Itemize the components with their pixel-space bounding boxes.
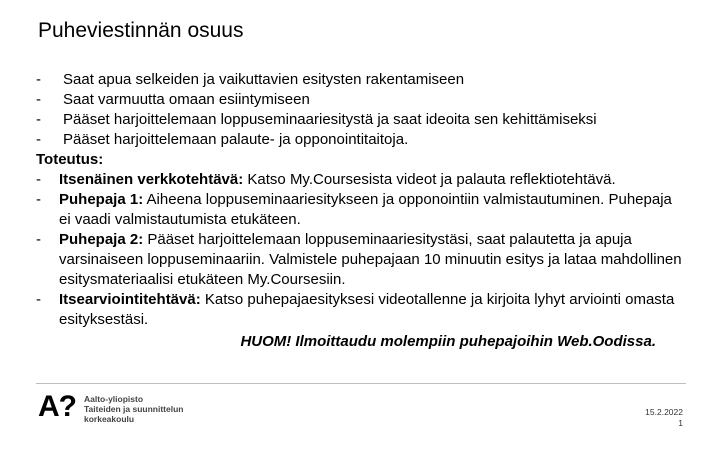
toteutus-description: Katso puhepajaesityksesi videotallenne ja kirjoita lyhyt arviointi omasta esityksestäsi. <box>59 291 675 328</box>
aalto-logo <box>38 392 184 424</box>
bullet-item <box>36 70 686 90</box>
bullet-dash: - <box>36 231 41 248</box>
toteutus-item <box>36 170 686 190</box>
toteutus-text <box>59 290 686 330</box>
toteutus-text <box>59 170 686 190</box>
logo-line: Aalto-yliopisto <box>84 394 144 404</box>
bullet-dash: - <box>36 91 41 108</box>
bullet-text: Saat varmuutta omaan esiintymiseen <box>63 91 310 108</box>
registration-note: HUOM! Ilmoittaudu molempiin puhepajoihin Web.Oodissa. <box>240 333 656 350</box>
toteutus-description: Aiheena loppuseminaariesitykseen ja opponointiin valmistautuminen. Puhepaja ei vaadi valmistautumista etukäteen. <box>59 191 672 228</box>
slide-content <box>36 70 686 352</box>
bullet-item <box>36 110 686 130</box>
bullet-dash: - <box>36 291 41 308</box>
bullet-item <box>36 130 686 150</box>
bullet-dash: - <box>36 71 41 88</box>
bullet-text: Pääset harjoittelemaan palaute- ja opponointitaitoja. <box>63 131 409 148</box>
bullet-item <box>36 90 686 110</box>
slide-title: Puheviestinnän osuus <box>38 19 244 42</box>
toteutus-item <box>36 290 686 330</box>
logo-line: korkeakoulu <box>84 414 135 424</box>
toteutus-text <box>59 230 686 290</box>
bullet-text: Pääset harjoittelemaan loppuseminaariesitystä ja saat ideoita sen kehittämiseksi <box>63 111 597 128</box>
toteutus-label: Puhepaja 2: <box>59 231 144 248</box>
bullet-text: Saat apua selkeiden ja vaikuttavien esitysten rakentamiseen <box>63 71 465 88</box>
toteutus-heading: Toteutus: <box>36 151 104 168</box>
toteutus-item <box>36 190 686 230</box>
slide-date: 15.2.2022 <box>645 407 683 417</box>
footer-divider <box>36 383 686 384</box>
bullet-dash: - <box>36 171 41 188</box>
toteutus-label: Puhepaja 1: <box>59 191 144 208</box>
toteutus-label: Itsenäinen verkkotehtävä: <box>59 171 244 188</box>
toteutus-item <box>36 230 686 290</box>
toteutus-description: Katso My.Coursesista videot ja palauta reflektiotehtävä. <box>243 171 616 188</box>
logo-mark: A? <box>38 390 76 423</box>
toteutus-description: Pääset harjoittelemaan loppuseminaariesitystäsi, saat palautetta ja apuja varsinaiseen loppuseminaariin. Valmistele puhepajaan 10 minuutin esitys ja lataa mahdollinen esitysmateriaalisi etukäteen My.Coursesiin. <box>59 231 682 288</box>
toteutus-text <box>59 190 686 230</box>
logo-line: Taiteiden ja suunnittelun <box>84 404 184 414</box>
bullet-dash: - <box>36 131 41 148</box>
toteutus-label: Itsearviointitehtävä: <box>59 291 201 308</box>
logo-text <box>84 394 184 424</box>
bullet-dash: - <box>36 111 41 128</box>
footer-info <box>645 407 683 429</box>
bullet-dash: - <box>36 191 41 208</box>
page-number: 1 <box>678 418 683 428</box>
